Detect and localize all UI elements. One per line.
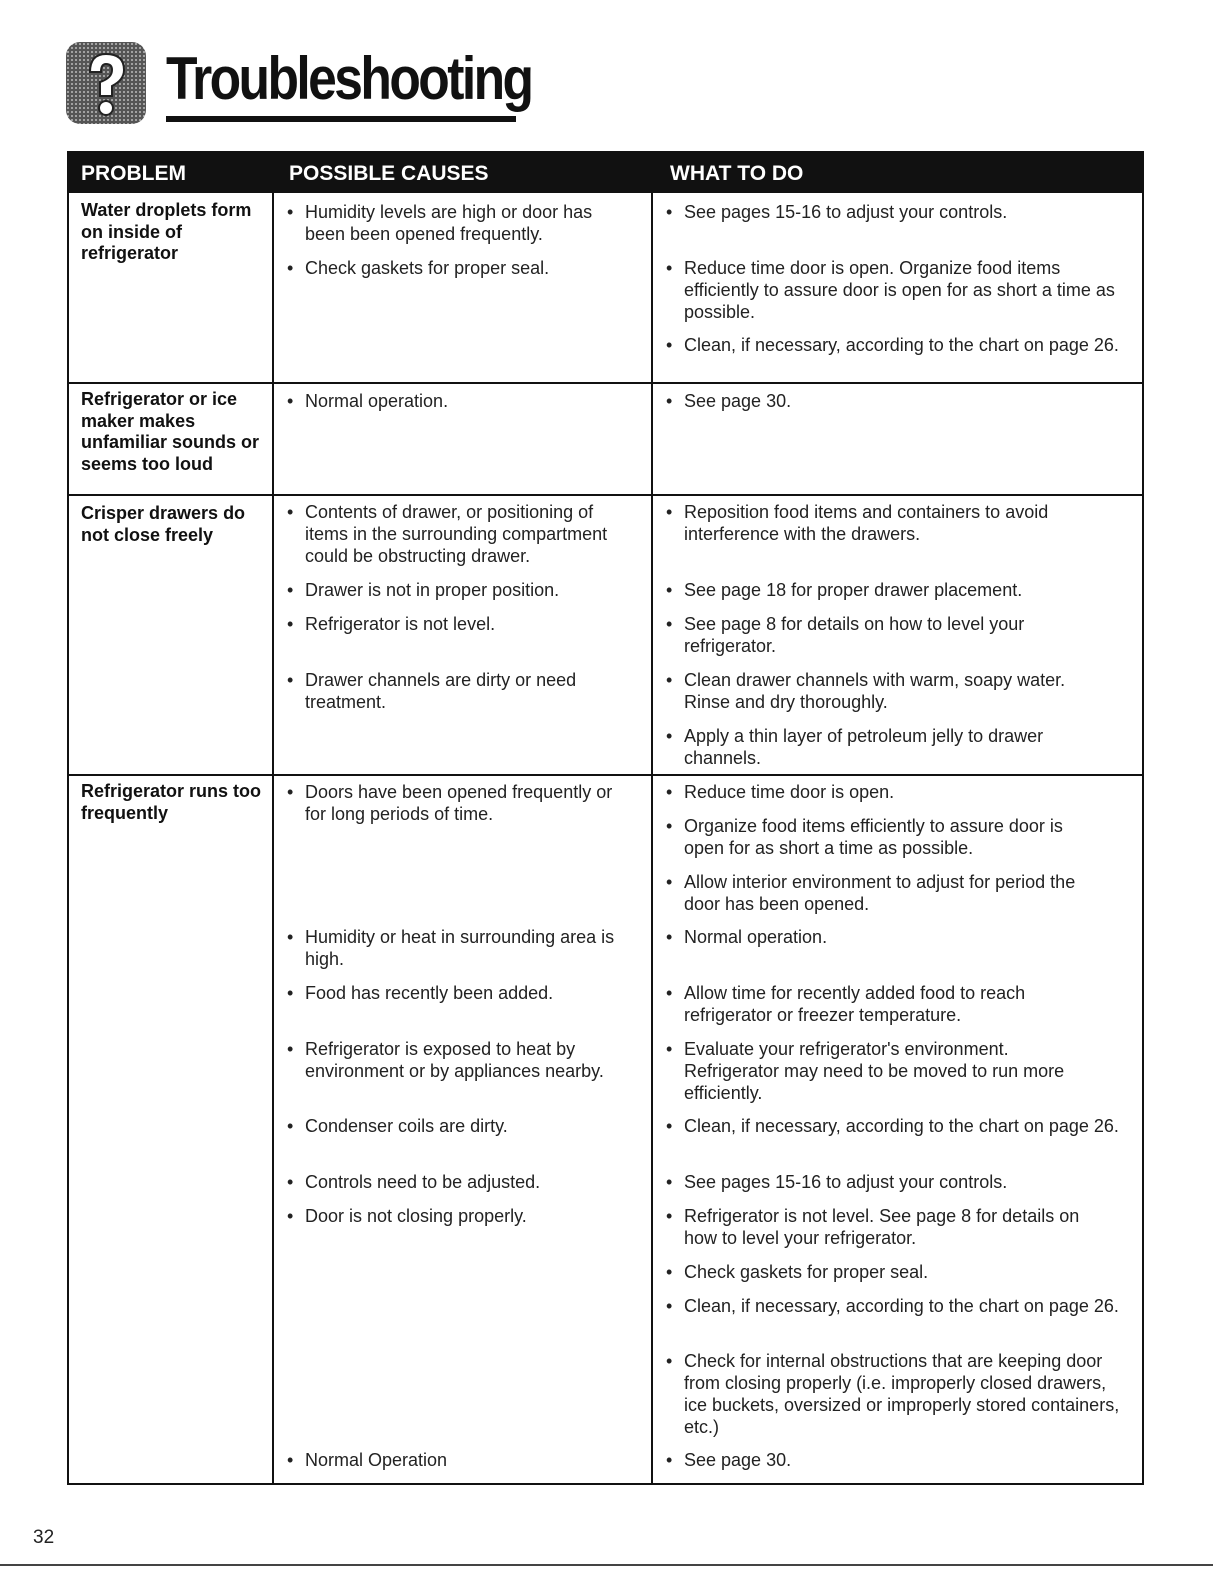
- page-title: Troubleshooting: [166, 45, 532, 112]
- cause-item: • Condenser coils are dirty.: [287, 1116, 508, 1136]
- todo-item: • Normal operation.: [666, 927, 828, 947]
- cause-item: • Humidity levels are high or door has been been opened frequently.: [287, 202, 593, 244]
- table-row: [69, 496, 1142, 776]
- todo-item: • See page 30.: [666, 1450, 792, 1470]
- header-todo: WHAT TO DO: [670, 162, 804, 185]
- title-underline: [166, 116, 516, 122]
- todo-item: • Reduce time door is open. Organize food items efficiently to assure door is open for as short a time as possible.: [666, 258, 1115, 322]
- cause-item: • Humidity or heat in surrounding area is high.: [287, 927, 615, 969]
- cause-item: • Drawer channels are dirty or need treatment.: [287, 670, 577, 712]
- cause-item: • Normal operation.: [287, 391, 449, 411]
- todo-item: • See page 30.: [666, 391, 792, 411]
- todo-item: • Allow time for recently added food to reach refrigerator or freezer temperature.: [666, 983, 1026, 1025]
- problem-label: Water droplets form on inside of refrigerator: [81, 200, 252, 263]
- todo-item: • Clean, if necessary, according to the chart on page 26.: [666, 1116, 1119, 1136]
- cause-item: • Refrigerator is exposed to heat by environment or by appliances nearby.: [287, 1039, 604, 1081]
- todo-item: • Clean, if necessary, according to the chart on page 26.: [666, 1296, 1119, 1316]
- page-number: 32: [33, 1527, 55, 1548]
- todo-item: • See pages 15-16 to adjust your controls.: [666, 202, 1008, 222]
- cause-item: • Check gaskets for proper seal.: [287, 258, 550, 278]
- todo-item: • Reduce time door is open.: [666, 782, 895, 802]
- cause-item: • Refrigerator is not level.: [287, 614, 496, 634]
- cause-item: • Food has recently been added.: [287, 983, 554, 1003]
- header-problem: PROBLEM: [81, 162, 186, 185]
- todo-item: • Organize food items efficiently to assure door is open for as short a time as possible.: [666, 816, 1063, 858]
- cause-item: • Contents of drawer, or positioning of items in the surrounding compartment could be obstructing drawer.: [287, 502, 608, 566]
- table-row: [69, 384, 1142, 496]
- todo-item: • See page 18 for proper drawer placement.: [666, 580, 1023, 600]
- problem-label: Refrigerator or ice maker makes unfamiliar sounds or seems too loud: [81, 389, 260, 474]
- cause-item: • Drawer is not in proper position.: [287, 580, 560, 600]
- table-row: [69, 776, 1142, 1485]
- cause-item: • Doors have been opened frequently or for long periods of time.: [287, 782, 613, 824]
- todo-item: • See pages 15-16 to adjust your controls.: [666, 1172, 1008, 1192]
- troubleshooting-table: [67, 151, 1144, 1485]
- todo-item: • Evaluate your refrigerator's environment. Refrigerator may need to be moved to run more efficiently.: [666, 1039, 1065, 1103]
- todo-item: • Reposition food items and containers to avoid interference with the drawers.: [666, 502, 1049, 544]
- cause-item: • Controls need to be adjusted.: [287, 1172, 541, 1192]
- todo-item: • Check for internal obstructions that are keeping door from closing properly (i.e. improperly closed drawers, ice buckets, oversized or improperly stored containers, etc.): [666, 1351, 1120, 1437]
- header-causes: POSSIBLE CAUSES: [289, 162, 489, 185]
- todo-item: • Clean drawer channels with warm, soapy water. Rinse and dry thoroughly.: [666, 670, 1066, 712]
- question-mark-icon: [66, 42, 146, 124]
- footer-rule: [0, 1564, 1213, 1566]
- todo-item: • See page 8 for details on how to level your refrigerator.: [666, 614, 1025, 656]
- todo-item: • Apply a thin layer of petroleum jelly to drawer channels.: [666, 726, 1044, 768]
- todo-item: • Clean, if necessary, according to the chart on page 26.: [666, 335, 1119, 355]
- todo-item: • Check gaskets for proper seal.: [666, 1262, 929, 1282]
- problem-label: Crisper drawers do not close freely: [81, 503, 246, 545]
- cause-item: • Normal Operation: [287, 1450, 448, 1470]
- cause-item: • Door is not closing properly.: [287, 1206, 527, 1226]
- todo-item: • Allow interior environment to adjust for period the door has been opened.: [666, 872, 1076, 914]
- problem-label: Refrigerator runs too frequently: [81, 781, 262, 823]
- table-row: [69, 193, 1142, 384]
- table-header: [69, 153, 1142, 193]
- todo-item: • Refrigerator is not level. See page 8 for details on how to level your refrigerator.: [666, 1206, 1080, 1248]
